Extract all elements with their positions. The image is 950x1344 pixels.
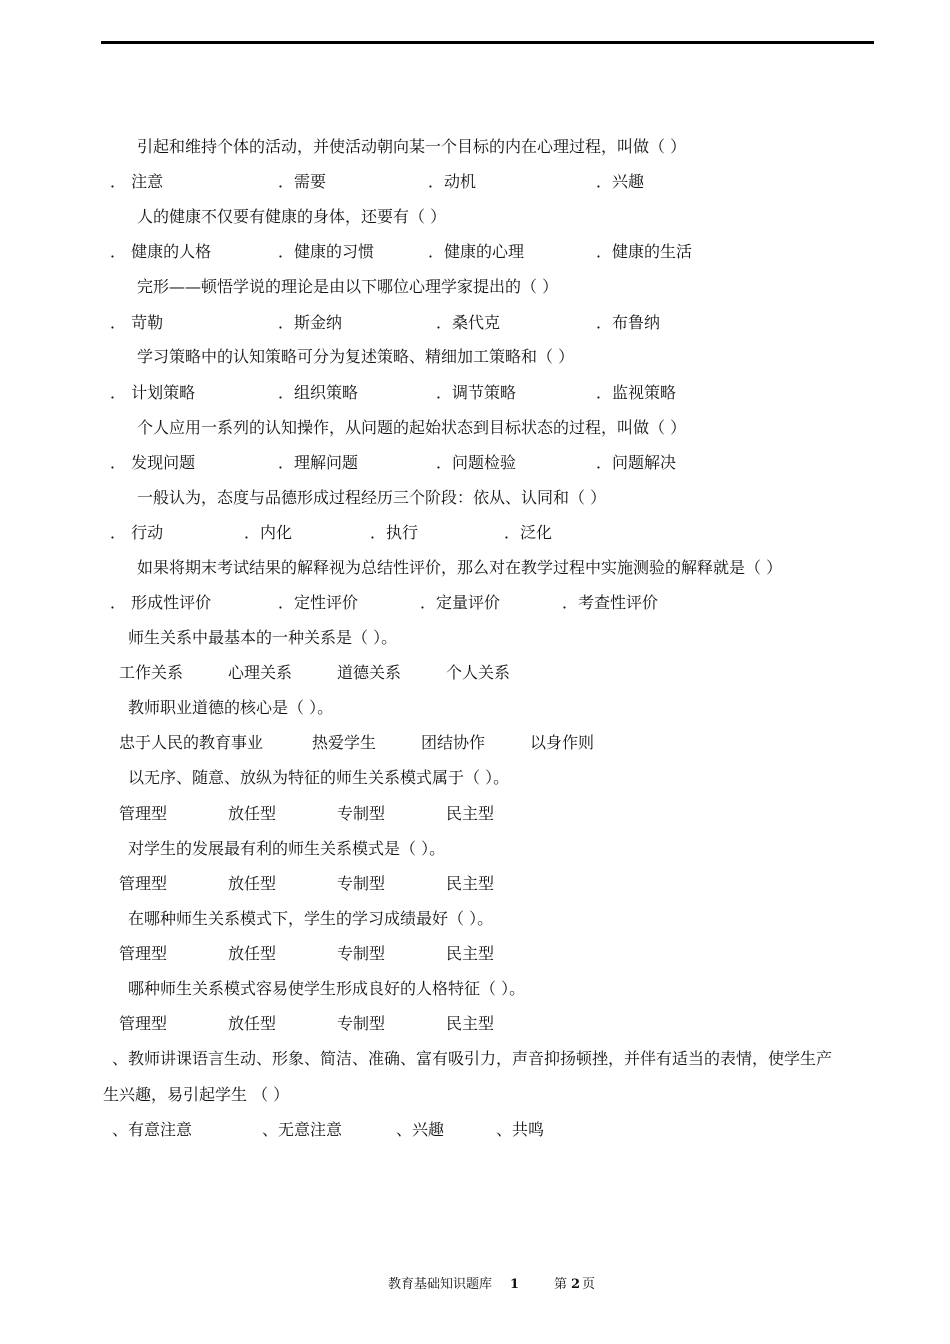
footer-page-suffix: 页: [582, 1277, 596, 1292]
option-d: 个人关系: [446, 663, 511, 682]
option-c: 专制型: [337, 1014, 386, 1033]
question-stem: 完形——顿悟学说的理论是由以下哪位心理学家提出的（ ）: [137, 277, 559, 296]
option-a: 工作关系: [119, 663, 184, 682]
option-c: 专制型: [337, 804, 386, 823]
option-c: 专制型: [337, 874, 386, 893]
option-b: 放任型: [228, 804, 277, 823]
option-c: ．动机: [428, 172, 477, 191]
option-b: ．需要: [278, 172, 327, 191]
option-d: 、共鸣: [496, 1120, 545, 1139]
option-d: 民主型: [446, 804, 495, 823]
option-b: ．内化: [244, 523, 293, 542]
question-stem: 人的健康不仅要有健康的身体，还要有（ ）: [137, 207, 447, 226]
option-a: 管理型: [119, 874, 168, 893]
option-b: ．斯金纳: [278, 313, 343, 332]
option-b: 放任型: [228, 874, 277, 893]
option-c: ．桑代克: [436, 313, 501, 332]
option-c: 专制型: [337, 944, 386, 963]
footer-page-prefix: 第: [554, 1277, 568, 1292]
question-stem: 引起和维持个体的活动，并使活动朝向某一个目标的内在心理过程，叫做（ ）: [137, 137, 687, 156]
option-b: 放任型: [228, 1014, 277, 1033]
question-stem: 以无序、随意、放纵为特征的师生关系模式属于（ ）。: [128, 768, 510, 787]
option-d: ．健康的生活: [596, 242, 693, 261]
option-d: 民主型: [446, 1014, 495, 1033]
footer-title-number: 1: [510, 1277, 520, 1292]
question-stem: 一般认为，态度与品德形成过程经历三个阶段：依从、认同和（ ）: [137, 488, 607, 507]
option-d: ．考查性评价: [562, 593, 659, 612]
option-a: ． 计划策略: [110, 383, 196, 402]
option-d: 以身作则: [530, 733, 595, 752]
option-b: ．理解问题: [278, 453, 359, 472]
option-a: 、有意注意: [112, 1120, 193, 1139]
option-c: ．执行: [370, 523, 419, 542]
option-c: ．调节策略: [436, 383, 517, 402]
option-b: 、无意注意: [262, 1120, 343, 1139]
question-stem: 如果将期末考试结果的解释视为总结性评价，那么对在教学过程中实施测验的解释就是（ ）: [137, 558, 783, 577]
option-a: 管理型: [119, 1014, 168, 1033]
option-b: ．定性评价: [278, 593, 359, 612]
question-stem: 个人应用一系列的认知操作，从问题的起始状态到目标状态的过程，叫做（ ）: [137, 418, 687, 437]
option-d: 民主型: [446, 874, 495, 893]
option-c: 团结协作: [421, 733, 486, 752]
footer-title: 教育基础知识题库: [388, 1277, 493, 1292]
option-c: ．健康的心理: [428, 242, 525, 261]
option-c: ．问题检验: [436, 453, 517, 472]
option-d: 民主型: [446, 944, 495, 963]
question-stem: 对学生的发展最有利的师生关系模式是（ ）。: [128, 839, 446, 858]
option-b: 热爱学生: [312, 733, 377, 752]
question-stem: 教师职业道德的核心是（ ）。: [128, 698, 334, 717]
option-b: 放任型: [228, 944, 277, 963]
option-d: ．泛化: [504, 523, 553, 542]
option-d: ．兴趣: [596, 172, 645, 191]
question-stem-continued: 生兴趣，易引起学生 （ ）: [103, 1085, 290, 1104]
option-b: 心理关系: [228, 663, 293, 682]
option-c: ．定量评价: [420, 593, 501, 612]
question-stem: 师生关系中最基本的一种关系是（ ）。: [128, 628, 398, 647]
option-c: 道德关系: [337, 663, 402, 682]
page-number: 2: [571, 1277, 581, 1292]
option-a: ． 健康的人格: [110, 242, 212, 261]
question-stem: 、教师讲课语言生动、形象、简洁、准确、富有吸引力，声音抑扬顿挫，并伴有适当的表情，使学生产: [112, 1049, 833, 1068]
option-a: ． 苛勒: [110, 313, 164, 332]
question-stem: 学习策略中的认知策略可分为复述策略、精细加工策略和（ ）: [137, 347, 575, 366]
option-a: 忠于人民的教育事业: [119, 733, 264, 752]
option-c: 、兴趣: [396, 1120, 445, 1139]
option-d: ．监视策略: [596, 383, 677, 402]
header-rule: [101, 41, 874, 44]
option-a: ． 行动: [110, 523, 164, 542]
option-a: 管理型: [119, 944, 168, 963]
option-d: ．问题解决: [596, 453, 677, 472]
question-stem: 在哪种师生关系模式下，学生的学习成绩最好（ ）。: [128, 909, 494, 928]
option-d: ．布鲁纳: [596, 313, 661, 332]
question-stem: 哪种师生关系模式容易使学生形成良好的人格特征（ ）。: [128, 979, 526, 998]
option-a: ． 发现问题: [110, 453, 196, 472]
option-a: ． 形成性评价: [110, 593, 212, 612]
option-b: ．组织策略: [278, 383, 359, 402]
option-b: ．健康的习惯: [278, 242, 375, 261]
option-a: ． 注意: [110, 172, 164, 191]
option-a: 管理型: [119, 804, 168, 823]
